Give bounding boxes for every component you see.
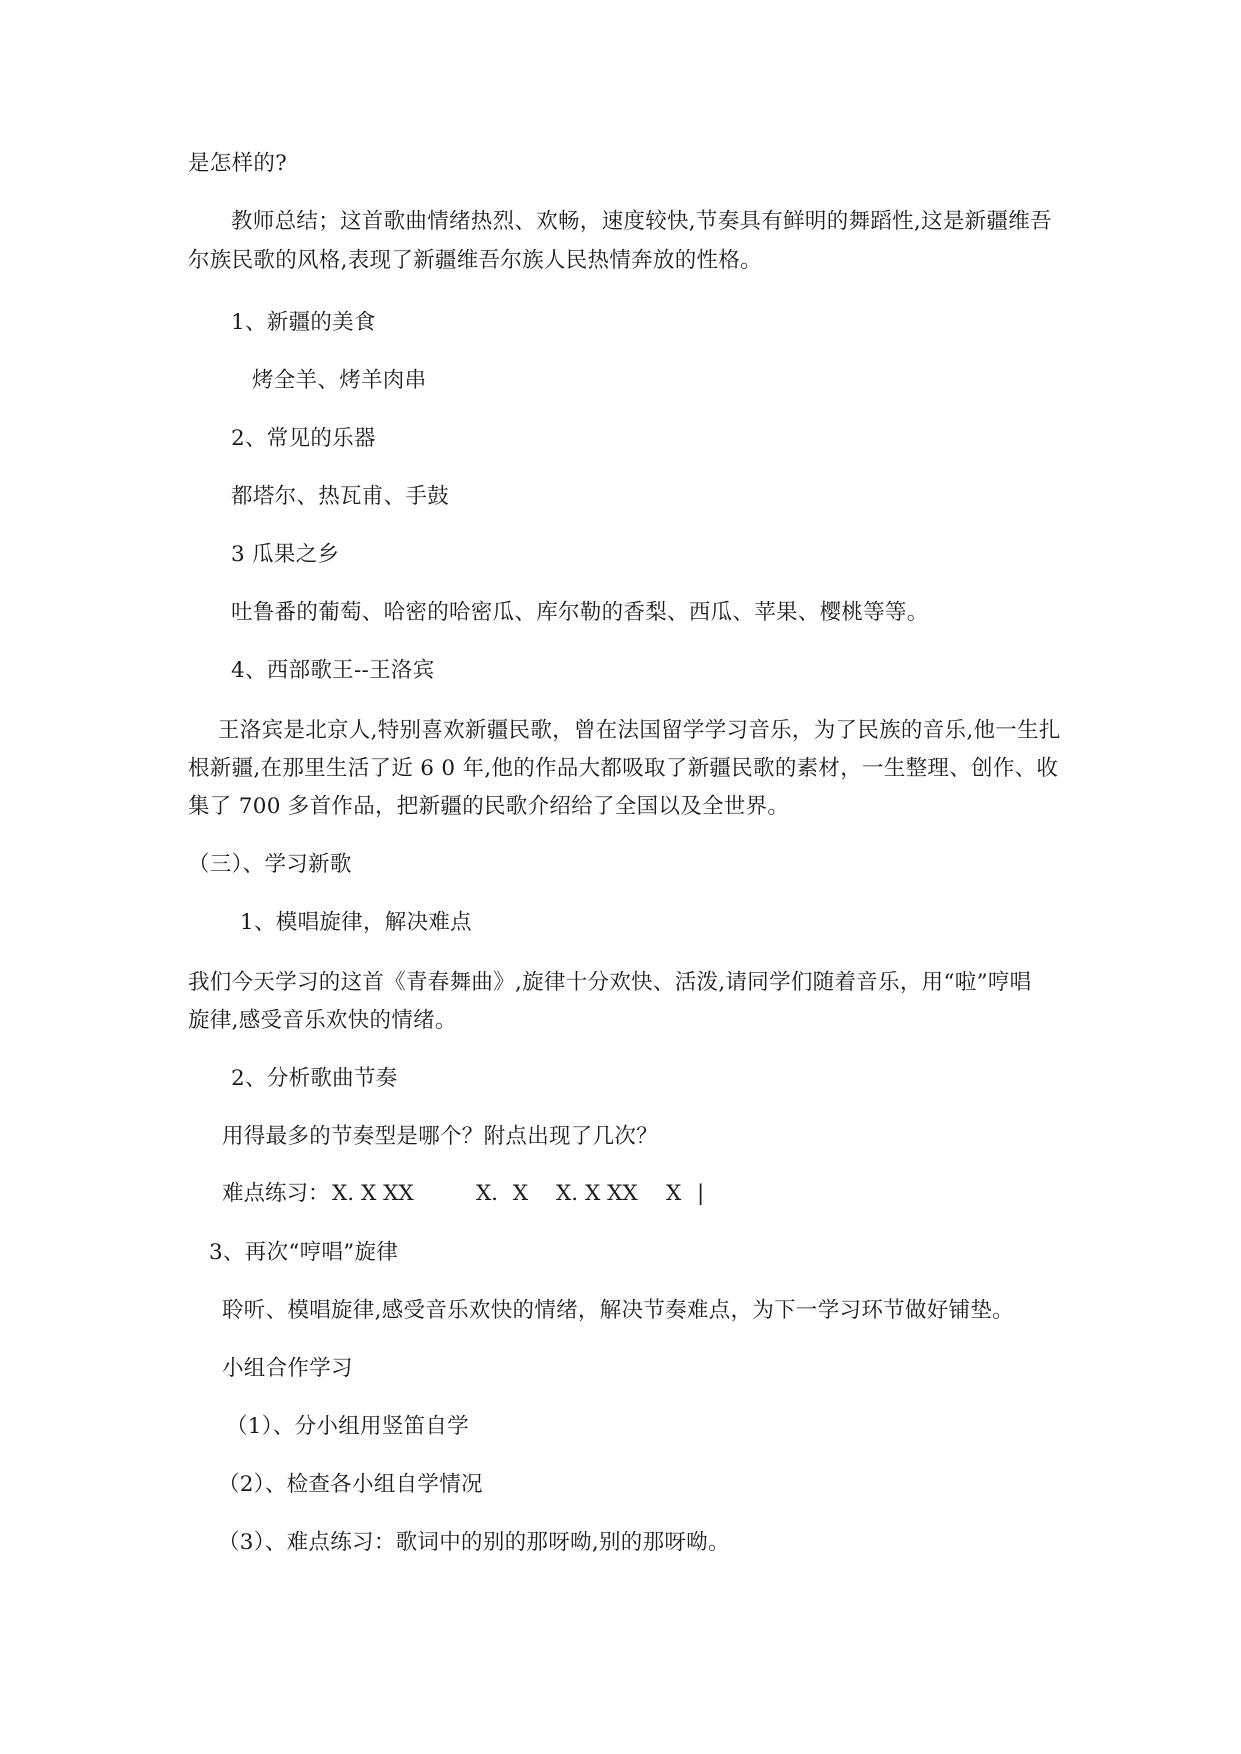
section-heading: （三）、学习新歌 xyxy=(188,852,352,877)
paragraph-line: 教师总结；这首歌曲情绪热烈、欢畅，速度较快,节奏具有鲜明的舞蹈性,这是新疆维吾 xyxy=(231,209,1052,234)
section-heading: 3、再次“哼唱”旋律 xyxy=(209,1240,399,1265)
section-heading: 2、常见的乐器 xyxy=(231,426,376,451)
section-heading: 2、分析歌曲节奏 xyxy=(231,1066,398,1091)
section-heading: 4、西部歌王--王洛宾 xyxy=(231,658,435,683)
barline: | xyxy=(697,1181,705,1206)
list-item: （3）、难点练习：歌词中的别的那呀呦,别的那呀呦。 xyxy=(218,1530,730,1555)
paragraph-line: 吐鲁番的葡萄、哈密的哈密瓜、库尔勒的香梨、西瓜、苹果、樱桃等等。 xyxy=(231,600,929,625)
rhythm-label: 难点练习： xyxy=(222,1181,330,1206)
paragraph-line: 旋律,感受音乐欢快的情绪。 xyxy=(188,1008,457,1033)
rhythm-group-3: X. X XX xyxy=(556,1181,638,1206)
paragraph-line: 根新疆,在那里生活了近 6 0 年,他的作品大都吸取了新疆民歌的素材，一生整理、创作、收 xyxy=(188,756,1059,781)
paragraph-line: 是怎样的? xyxy=(188,151,288,176)
paragraph-line: 王洛宾是北京人,特别喜欢新疆民歌，曾在法国留学学习音乐，为了民族的音乐,他一生扎 xyxy=(218,718,1061,743)
paragraph-line: 尔族民歌的风格,表现了新疆维吾尔族人民热情奔放的性格。 xyxy=(188,248,762,273)
section-heading: 1、新疆的美食 xyxy=(231,310,376,335)
section-heading: 1、模唱旋律，解决难点 xyxy=(240,910,472,935)
section-heading: 3 瓜果之乡 xyxy=(231,542,340,567)
list-item: （2）、检查各小组自学情况 xyxy=(218,1472,483,1497)
paragraph-line: 烤全羊、烤羊肉串 xyxy=(252,368,427,393)
paragraph-line: 集了 700 多首作品，把新疆的民歌介绍给了全国以及全世界。 xyxy=(188,794,790,819)
rhythm-group-1: X. X XX xyxy=(332,1181,414,1206)
rhythm-note: X xyxy=(666,1181,682,1206)
paragraph-line: 都塔尔、热瓦甫、手鼓 xyxy=(231,484,450,509)
paragraph-line: 聆听、模唱旋律,感受音乐欢快的情绪，解决节奏难点，为下一学习环节做好铺垫。 xyxy=(222,1298,1014,1323)
section-heading: 小组合作学习 xyxy=(222,1356,353,1381)
paragraph-line: 我们今天学习的这首《青春舞曲》,旋律十分欢快、活泼,请同学们随着音乐，用“啦”哼唱 xyxy=(188,970,1032,995)
rhythm-group-2: X．X xyxy=(476,1181,529,1206)
paragraph-line: 用得最多的节奏型是哪个？附点出现了几次？ xyxy=(222,1124,659,1149)
list-item: （1）、分小组用竖笛自学 xyxy=(226,1414,470,1439)
